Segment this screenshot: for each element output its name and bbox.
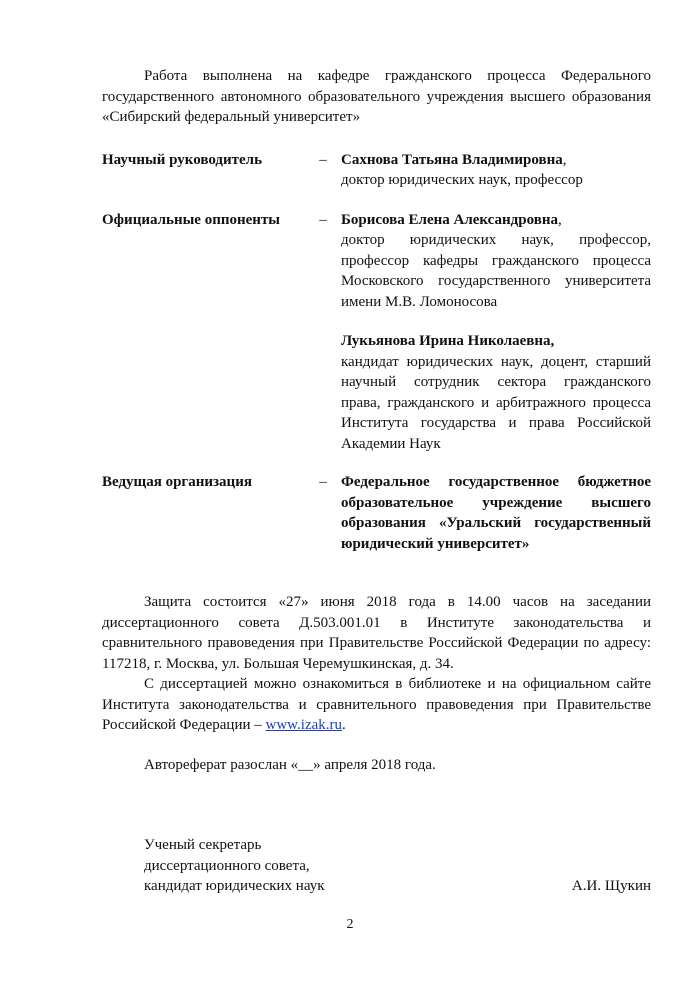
secretary-block	[102, 835, 651, 897]
opponent-first-name-suffix: ,	[557, 211, 562, 228]
leading-org-role: Ведущая организация	[102, 474, 252, 490]
secretary-degree: кандидат юридических наук	[144, 878, 325, 894]
supervisor-dash: –	[319, 151, 327, 168]
document-page	[102, 66, 651, 897]
library-text: С диссертацией можно ознакомиться в библиотеке и на официальном сайте Института законодательства и сравнительного правоведения при Правительстве Российской Федерации –	[102, 676, 651, 733]
izak-link[interactable]: www.izak.ru	[265, 717, 343, 733]
secretary-name: А.И. Щукин	[571, 878, 651, 894]
supervisor-name-suffix: ,	[562, 151, 567, 168]
secretary-line-2: диссертационного совета,	[144, 857, 310, 874]
opponents-role: Официальные оппоненты	[102, 211, 281, 228]
library-end: .	[342, 717, 346, 733]
supervisor-details	[341, 150, 651, 191]
leading-org-dash: –	[319, 474, 327, 490]
page-number: 2	[346, 917, 354, 932]
opponent-first	[341, 210, 651, 313]
leading-org-name: Федеральное государственное бюджетное образовательное учреждение высшего образования «Уральский государственный юридический университет»	[341, 474, 651, 552]
opponent-second	[341, 331, 651, 454]
sent-paragraph: Автореферат разослан «__» апреля 2018 года.	[144, 756, 436, 773]
supervisor-row	[102, 150, 651, 191]
leading-org-details	[341, 472, 651, 554]
defense-paragraph: Защита состоится «27» июня 2018 года в 14.00 часов на заседании диссертационного совета Д.503.001.01 в Институте законодательства и сравнительного правоведения при Правительстве Российской Федерации по адресу: 117218, г. Москва, ул. Большая Черемушкинская, д. 34.	[102, 594, 651, 672]
intro-paragraph: Работа выполнена на кафедре гражданского процесса Федерального государственного автономного образовательного учреждения высшего образования «Сибирский федеральный университет»	[102, 68, 651, 125]
opponent-first-details: доктор юридических наук, профессор, профессор кафедры гражданского процесса Московского государственного университета имени М.В. Ломоносова	[341, 232, 651, 310]
secretary-line-1: Ученый секретарь	[144, 837, 262, 853]
opponents-dash: –	[319, 211, 327, 228]
opponents-row	[102, 210, 651, 455]
opponent-second-details: кандидат юридических наук, доцент, старший научный сотрудник сектора гражданского права, гражданского и арбитражного процесса Института государства и права Российской Академии Наук	[341, 353, 651, 452]
opponent-first-name: Борисова Елена Александровна	[341, 211, 558, 228]
opponent-second-name: Лукьянова Ирина Николаевна,	[341, 333, 555, 349]
secretary-line-3	[144, 876, 651, 897]
supervisor-degree: доктор юридических наук, профессор	[341, 172, 583, 188]
supervisor-role: Научный руководитель	[102, 151, 262, 168]
supervisor-name: Сахнова Татьяна Владимировна	[341, 151, 563, 168]
library-paragraph	[102, 674, 651, 736]
leading-org-row	[102, 472, 651, 554]
